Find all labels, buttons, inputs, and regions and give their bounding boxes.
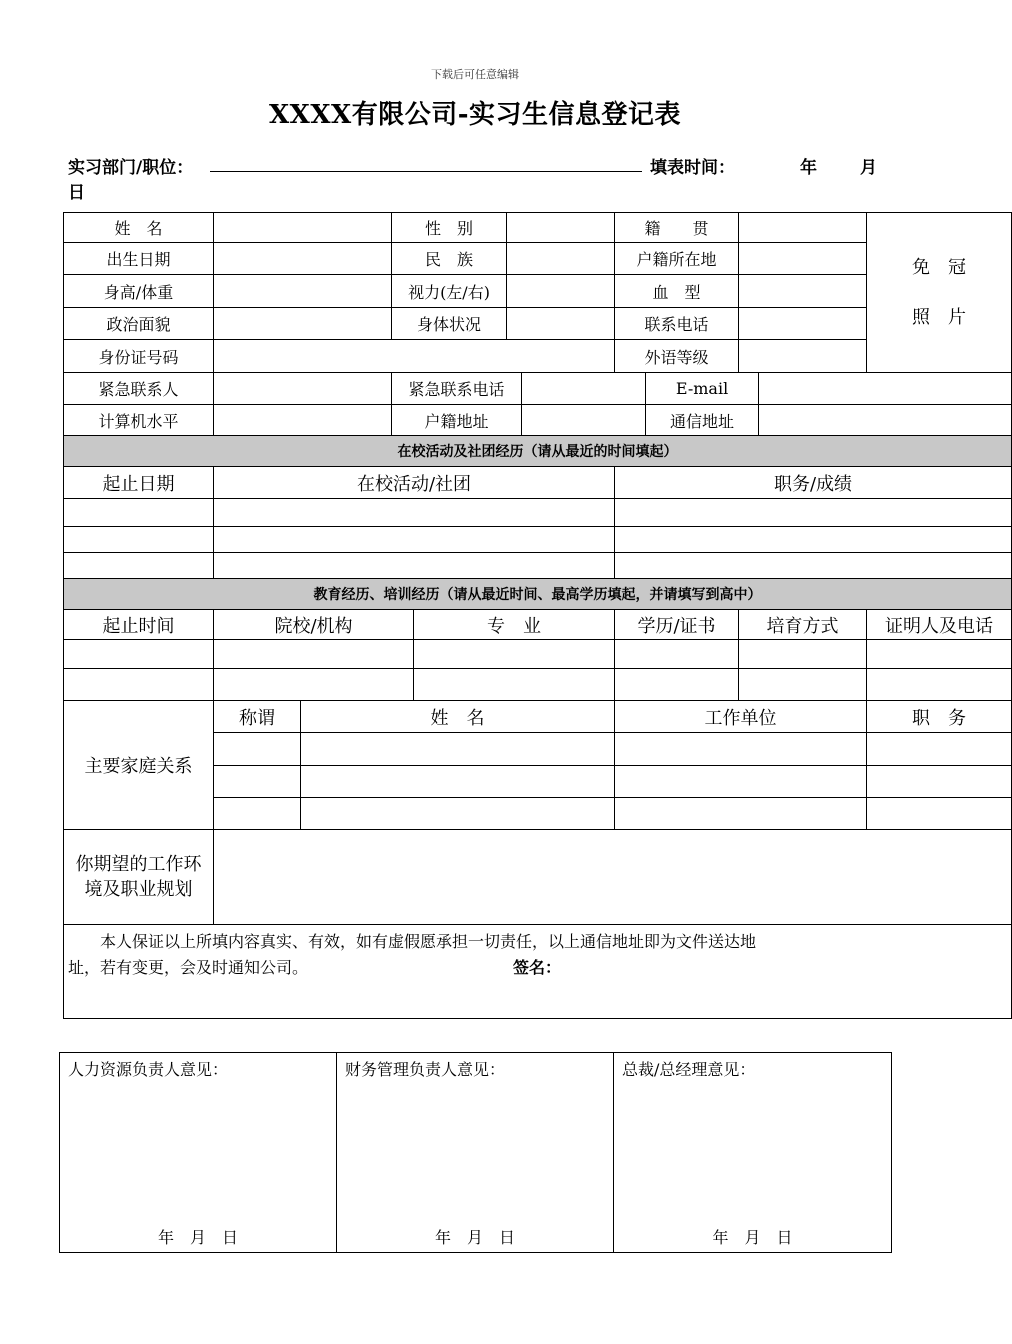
education-col-period: 起止时间 (64, 610, 214, 640)
pledge-line-2-text: 址，若有变更，会及时通知公司。 (68, 958, 309, 977)
family-row-3-name[interactable] (301, 798, 615, 830)
ethnicity-label: 民 族 (392, 243, 507, 275)
education-row-1-reference[interactable] (867, 640, 1012, 669)
computer-level-label: 计算机水平 (64, 405, 214, 436)
top-note: 下载后可任意编辑 (431, 68, 519, 81)
native-place-value[interactable] (739, 213, 867, 243)
family-col-position: 职 务 (867, 701, 1012, 733)
family-row-2-employer[interactable] (615, 766, 867, 798)
education-heading: 教育经历、培训经历（请从最近时间、最高学历填起，并请填写到高中） (64, 579, 1012, 610)
education-row-1-mode[interactable] (739, 640, 867, 669)
family-row-3-position[interactable] (867, 798, 1012, 830)
expectation-label-line-2: 境及职业规划 (84, 879, 193, 900)
activities-row-2-role[interactable] (615, 527, 1012, 553)
activities-col-activity: 在校活动/社团 (214, 467, 615, 499)
activities-row-1-role[interactable] (615, 499, 1012, 527)
pledge-line-2 (68, 955, 1007, 981)
foreign-language-label: 外语等级 (615, 340, 739, 373)
mailing-address-label: 通信地址 (646, 405, 759, 436)
vision-value[interactable] (507, 275, 615, 308)
education-row-1-school[interactable] (214, 640, 414, 669)
hr-approval-box[interactable] (60, 1053, 337, 1253)
family-row-2-name[interactable] (301, 766, 615, 798)
family-row-1-relation[interactable] (214, 733, 301, 766)
expectation-label (64, 830, 214, 925)
birth-date-label: 出生日期 (64, 243, 214, 275)
height-weight-value[interactable] (214, 275, 392, 308)
household-address-value[interactable] (522, 405, 646, 436)
email-label: E-mail (646, 373, 759, 405)
foreign-language-value[interactable] (739, 340, 867, 373)
date-day: 日 (68, 183, 85, 203)
family-col-employer: 工作单位 (615, 701, 867, 733)
emergency-contact-value[interactable] (214, 373, 392, 405)
activities-col-period: 起止日期 (64, 467, 214, 499)
education-col-mode: 培育方式 (739, 610, 867, 640)
education-row-1-major[interactable] (414, 640, 615, 669)
family-row-1-position[interactable] (867, 733, 1012, 766)
activities-heading: 在校活动及社团经历（请从最近的时间填起） (64, 436, 1012, 467)
name-value[interactable] (214, 213, 392, 243)
activities-row-3-role[interactable] (615, 553, 1012, 579)
family-row-2-relation[interactable] (214, 766, 301, 798)
hr-approval-label: 人力资源负责人意见： (68, 1060, 229, 1079)
family-row-1-employer[interactable] (615, 733, 867, 766)
height-weight-label: 身高/体重 (64, 275, 214, 308)
education-col-degree: 学历/证书 (615, 610, 739, 640)
activities-row-2-period[interactable] (64, 527, 214, 553)
finance-approval-date: 年 月 日 (434, 1228, 515, 1247)
family-col-relation: 称谓 (214, 701, 301, 733)
family-col-name: 姓 名 (301, 701, 615, 733)
activities-row-3-period[interactable] (64, 553, 214, 579)
computer-level-value[interactable] (214, 405, 392, 436)
finance-approval-label: 财务管理负责人意见： (345, 1060, 506, 1079)
date-year: 年 (800, 158, 817, 178)
pledge-box[interactable] (64, 925, 1012, 1019)
emergency-phone-label: 紧急联系电话 (392, 373, 522, 405)
education-row-2-mode[interactable] (739, 669, 867, 701)
ceo-approval-date: 年 月 日 (712, 1228, 793, 1247)
approval-table (59, 1052, 892, 1253)
political-status-value[interactable] (214, 308, 392, 340)
id-number-value[interactable] (214, 340, 615, 373)
education-col-school: 院校/机构 (214, 610, 414, 640)
page-title: XXXX有限公司-实习生信息登记表 (269, 100, 681, 130)
household-location-label: 户籍所在地 (615, 243, 739, 275)
education-row-2-period[interactable] (64, 669, 214, 701)
ceo-approval-label: 总裁/总经理意见： (622, 1060, 756, 1079)
finance-approval-box[interactable] (337, 1053, 614, 1253)
phone-value[interactable] (739, 308, 867, 340)
education-col-major: 专 业 (414, 610, 615, 640)
blood-type-value[interactable] (739, 275, 867, 308)
ethnicity-value[interactable] (507, 243, 615, 275)
photo-box[interactable] (867, 213, 1012, 373)
gender-label: 性 别 (392, 213, 507, 243)
education-row-2-major[interactable] (414, 669, 615, 701)
date-label: 填表时间： (650, 158, 735, 178)
education-col-reference: 证明人及电话 (867, 610, 1012, 640)
activities-row-1-period[interactable] (64, 499, 214, 527)
health-value[interactable] (507, 308, 615, 340)
political-status-label: 政治面貌 (64, 308, 214, 340)
id-number-label: 身份证号码 (64, 340, 214, 373)
education-row-2-school[interactable] (214, 669, 414, 701)
education-row-1-degree[interactable] (615, 640, 739, 669)
expectation-label-line-1: 你期望的工作环 (75, 854, 202, 875)
hr-approval-date: 年 月 日 (157, 1228, 238, 1247)
pledge-line-1: 本人保证以上所填内容真实、有效，如有虚假愿承担一切责任，以上通信地址即为文件送达地 (68, 932, 757, 951)
gender-value[interactable] (507, 213, 615, 243)
blood-type-label: 血 型 (615, 275, 739, 308)
department-field[interactable] (210, 171, 642, 172)
family-row-1-name[interactable] (301, 733, 615, 766)
mailing-address-value[interactable] (759, 405, 1012, 436)
email-value[interactable] (759, 373, 1012, 405)
native-place-label: 籍 贯 (615, 213, 739, 243)
expectation-value[interactable] (214, 830, 1012, 925)
activities-col-role: 职务/成绩 (615, 467, 1012, 499)
household-location-value[interactable] (739, 243, 867, 275)
family-row-3-relation[interactable] (214, 798, 301, 830)
emergency-phone-value[interactable] (522, 373, 646, 405)
ceo-approval-box[interactable] (614, 1053, 892, 1253)
phone-label: 联系电话 (615, 308, 739, 340)
family-row-3-employer[interactable] (615, 798, 867, 830)
department-label: 实习部门/职位： (68, 158, 194, 178)
education-row-1-period[interactable] (64, 640, 214, 669)
photo-label-2: 照 片 (912, 306, 967, 328)
name-label: 姓 名 (64, 213, 214, 243)
family-label: 主要家庭关系 (64, 701, 214, 830)
birth-date-value[interactable] (214, 243, 392, 275)
education-row-2-reference[interactable] (867, 669, 1012, 701)
health-label: 身体状况 (392, 308, 507, 340)
vision-label: 视力(左/右) (392, 275, 507, 308)
activities-row-2-activity[interactable] (214, 527, 615, 553)
education-row-2-degree[interactable] (615, 669, 739, 701)
signature-label: 签名： (513, 958, 562, 977)
photo-label-1: 免 冠 (912, 256, 967, 278)
registration-table (63, 212, 1012, 1019)
family-row-2-position[interactable] (867, 766, 1012, 798)
emergency-contact-label: 紧急联系人 (64, 373, 214, 405)
date-month: 月 (860, 158, 877, 178)
household-address-label: 户籍地址 (392, 405, 522, 436)
activities-row-3-activity[interactable] (214, 553, 615, 579)
activities-row-1-activity[interactable] (214, 499, 615, 527)
